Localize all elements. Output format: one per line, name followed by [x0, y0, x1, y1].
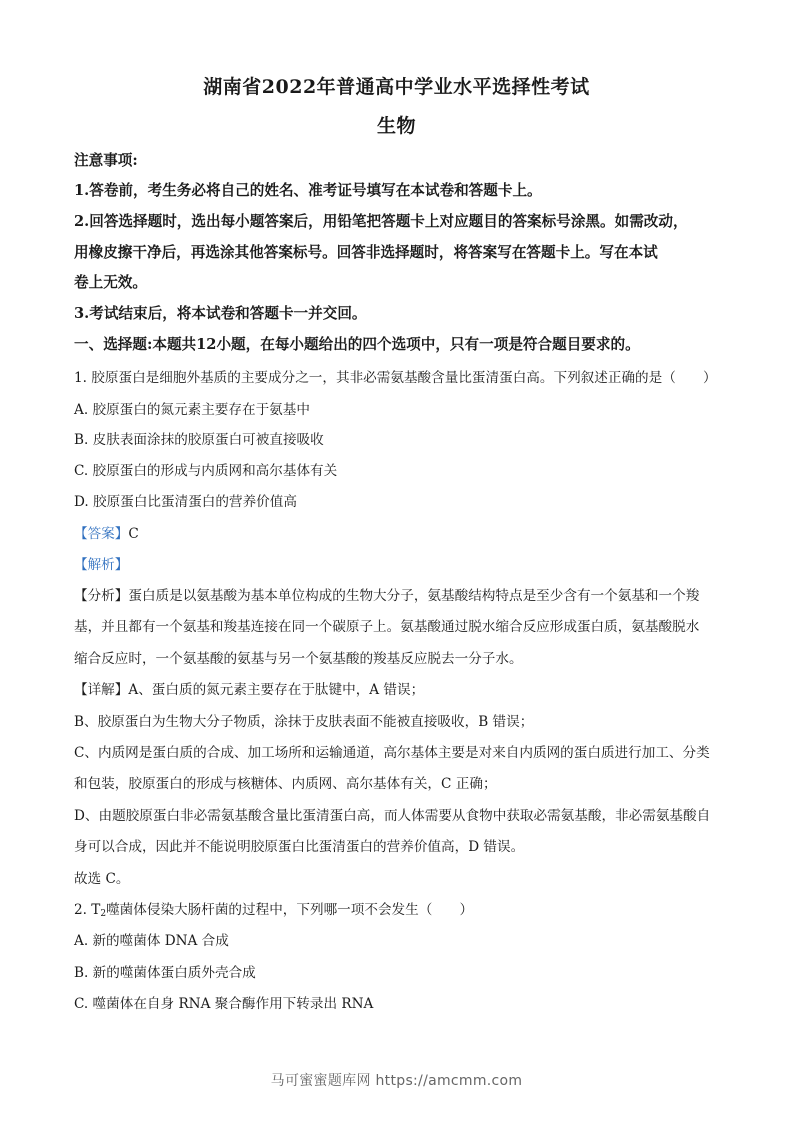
q1-detail-c-line-1: C、内质网是蛋白质的合成、加工场所和运输通道，高尔基体主要是对来自内质网的蛋白质进行加工、分类	[74, 745, 710, 761]
q1-fenxi-line-1	[74, 586, 724, 606]
q2-stem	[74, 900, 724, 924]
fenxi-tag: 【分析】	[74, 588, 129, 604]
analysis-tag: 【解析】	[74, 557, 129, 573]
q1-detail-b: B、胶原蛋白为生物大分子物质，涂抹于皮肤表面不能被直接吸收，B 错误；	[74, 714, 534, 730]
q1-detail-c-line-2: 和包装，胶原蛋白的形成与核糖体、内质网、高尔基体有关，C 正确；	[74, 776, 497, 792]
q1-detail-a-text: A、蛋白质的氮元素主要存在于肽键中，A 错误；	[128, 682, 425, 698]
footer-watermark: 马可蜜蜜题库网 https://amcmm.com	[270, 1073, 523, 1089]
q1-option-a: A. 胶原蛋白的氮元素主要存在于氨基中	[74, 402, 310, 418]
q1-analysis-line	[74, 555, 724, 575]
detail-tag: 【详解】	[74, 682, 129, 698]
q2-option-a: A. 新的噬菌体 DNA 合成	[74, 933, 229, 949]
q2-option-b: B. 新的噬菌体蛋白质外壳合成	[74, 965, 256, 981]
notice-item-1: 1.答卷前，考生务必将自己的姓名、准考证号填写在本试卷和答题卡上。	[74, 182, 542, 199]
q1-answer-line	[74, 524, 724, 544]
notice-item-2-line-1: 2.回答选择题时，选出每小题答案后，用铅笔把答题卡上对应题目的答案标号涂黑。如需改动，	[74, 213, 688, 230]
notice-item-2-line-3: 卷上无效。	[74, 274, 147, 291]
q2-option-c: C. 噬菌体在自身 RNA 聚合酶作用下转录出 RNA	[74, 996, 374, 1012]
q2-stem-subscript: 2	[100, 909, 107, 919]
exam-title: 湖南省2022年普通高中学业水平选择性考试	[203, 76, 590, 98]
q1-option-d: D. 胶原蛋白比蛋清蛋白的营养价值高	[74, 494, 297, 510]
q1-fenxi-text-1: 蛋白质是以氨基酸为基本单位构成的生物大分子，氨基酸结构特点是至少含有一个氨基和一个羧	[128, 588, 700, 604]
notice-item-3: 3.考试结束后，将本试卷和答题卡一并交回。	[74, 305, 367, 322]
q1-detail-d-line-1: D、由题胶原蛋白非必需氨基酸含量比蛋清蛋白高，而人体需要从食物中获取必需氨基酸，非必需氨基酸自	[74, 808, 711, 824]
q1-fenxi-line-2: 基，并且都有一个氨基和羧基连接在同一个碳原子上。氨基酸通过脱水缩合反应形成蛋白质，氨基酸脱水	[74, 619, 700, 635]
q1-option-b: B. 皮肤表面涂抹的胶原蛋白可被直接吸收	[74, 432, 324, 448]
q1-fenxi-line-3: 缩合反应时，一个氨基酸的氨基与另一个氨基酸的羧基反应脱去一分子水。	[74, 651, 523, 667]
q1-option-c: C. 胶原蛋白的形成与内质网和高尔基体有关	[74, 463, 338, 479]
notice-item-2-line-2: 用橡皮擦干净后，再选涂其他答案标号。回答非选择题时，将答案写在答题卡上。写在本试	[74, 244, 658, 261]
answer-tag: 【答案】	[74, 526, 129, 542]
section-1-heading: 一、选择题:本题共12小题，在每小题给出的四个选项中，只有一项是符合题目要求的。	[74, 336, 640, 353]
q1-answer: C	[128, 526, 139, 542]
q2-stem-prefix: 2. T	[74, 902, 101, 918]
q1-conclusion: 故选 C。	[74, 871, 130, 887]
subject-title: 生物	[376, 115, 416, 137]
notice-heading: 注意事项:	[74, 152, 138, 169]
q2-stem-rest: 噬菌体侵染大肠杆菌的过程中，下列哪一项不会发生（ ）	[106, 902, 474, 918]
q1-detail-a	[74, 680, 724, 700]
q1-detail-d-line-2: 身可以合成，因此并不能说明胶原蛋白比蛋清蛋白的营养价值高，D 错误。	[74, 839, 525, 855]
q1-stem: 1. 胶原蛋白是细胞外基质的主要成分之一，其非必需氨基酸含量比蛋清蛋白高。下列叙述正确的是（ ）	[74, 370, 717, 386]
